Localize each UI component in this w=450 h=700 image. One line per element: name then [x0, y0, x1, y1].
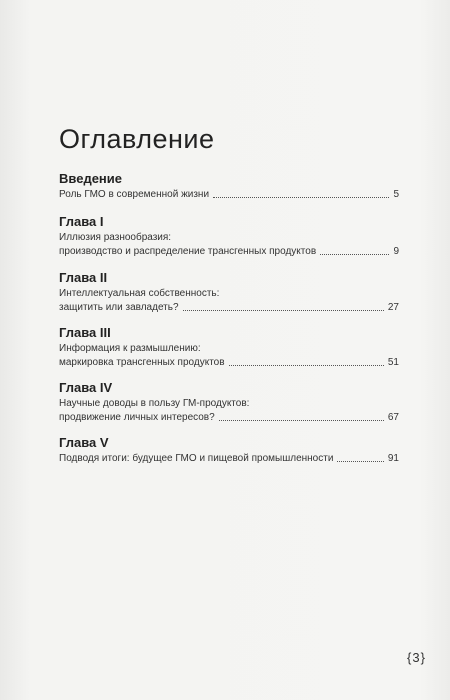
page-number: 51	[387, 357, 399, 368]
dot-leader	[337, 460, 383, 462]
toc-entry-chapter-1	[59, 214, 399, 259]
chapter-heading: Глава I	[59, 214, 104, 229]
chapter-heading: Глава V	[59, 435, 109, 450]
dot-leader	[320, 253, 389, 255]
toc-line	[59, 188, 399, 202]
toc-entry-chapter-3	[59, 325, 399, 370]
chapter-heading: Глава III	[59, 325, 111, 340]
dot-leader	[213, 196, 389, 198]
toc-line	[59, 411, 399, 425]
dot-leader	[183, 309, 384, 311]
page-number: 5	[393, 189, 399, 200]
toc-entry-chapter-5	[59, 435, 399, 466]
chapter-title: Подводя итоги: будущее ГМО и пищевой промышленности	[59, 453, 334, 464]
chapter-title: маркировка трансгенных продуктов	[59, 357, 225, 368]
table-of-contents	[59, 171, 399, 466]
toc-line	[59, 356, 399, 370]
chapter-title-line: Иллюзия разнообразия:	[59, 232, 172, 243]
chapter-heading: Глава II	[59, 270, 108, 285]
page-number: 67	[387, 412, 399, 423]
toc-line	[59, 245, 399, 259]
toc-entry-introduction	[59, 171, 399, 202]
toc-line	[59, 452, 399, 466]
page-folio: {3}	[407, 650, 426, 665]
chapter-heading: Введение	[59, 171, 122, 186]
chapter-heading: Глава IV	[59, 380, 113, 395]
chapter-title: производство и распределение трансгенных продуктов	[59, 246, 317, 257]
page-title: Оглавление	[59, 124, 215, 154]
chapter-title-line: Научные доводы в пользу ГМ-продуктов:	[59, 398, 250, 409]
dot-leader	[229, 364, 384, 366]
page-number: 91	[387, 453, 399, 464]
chapter-title: продвижение личных интересов?	[59, 412, 215, 423]
chapter-title: защитить или завладеть?	[59, 302, 179, 313]
chapter-title-line: Информация к размышлению:	[59, 343, 201, 354]
toc-line	[59, 301, 399, 315]
chapter-title-line: Интеллектуальная собственность:	[59, 288, 220, 299]
page-number: 27	[387, 302, 399, 313]
dot-leader	[219, 419, 384, 421]
chapter-title: Роль ГМО в современной жизни	[59, 189, 210, 200]
toc-entry-chapter-4	[59, 380, 399, 425]
page-number: 9	[393, 246, 399, 257]
toc-entry-chapter-2	[59, 270, 399, 315]
